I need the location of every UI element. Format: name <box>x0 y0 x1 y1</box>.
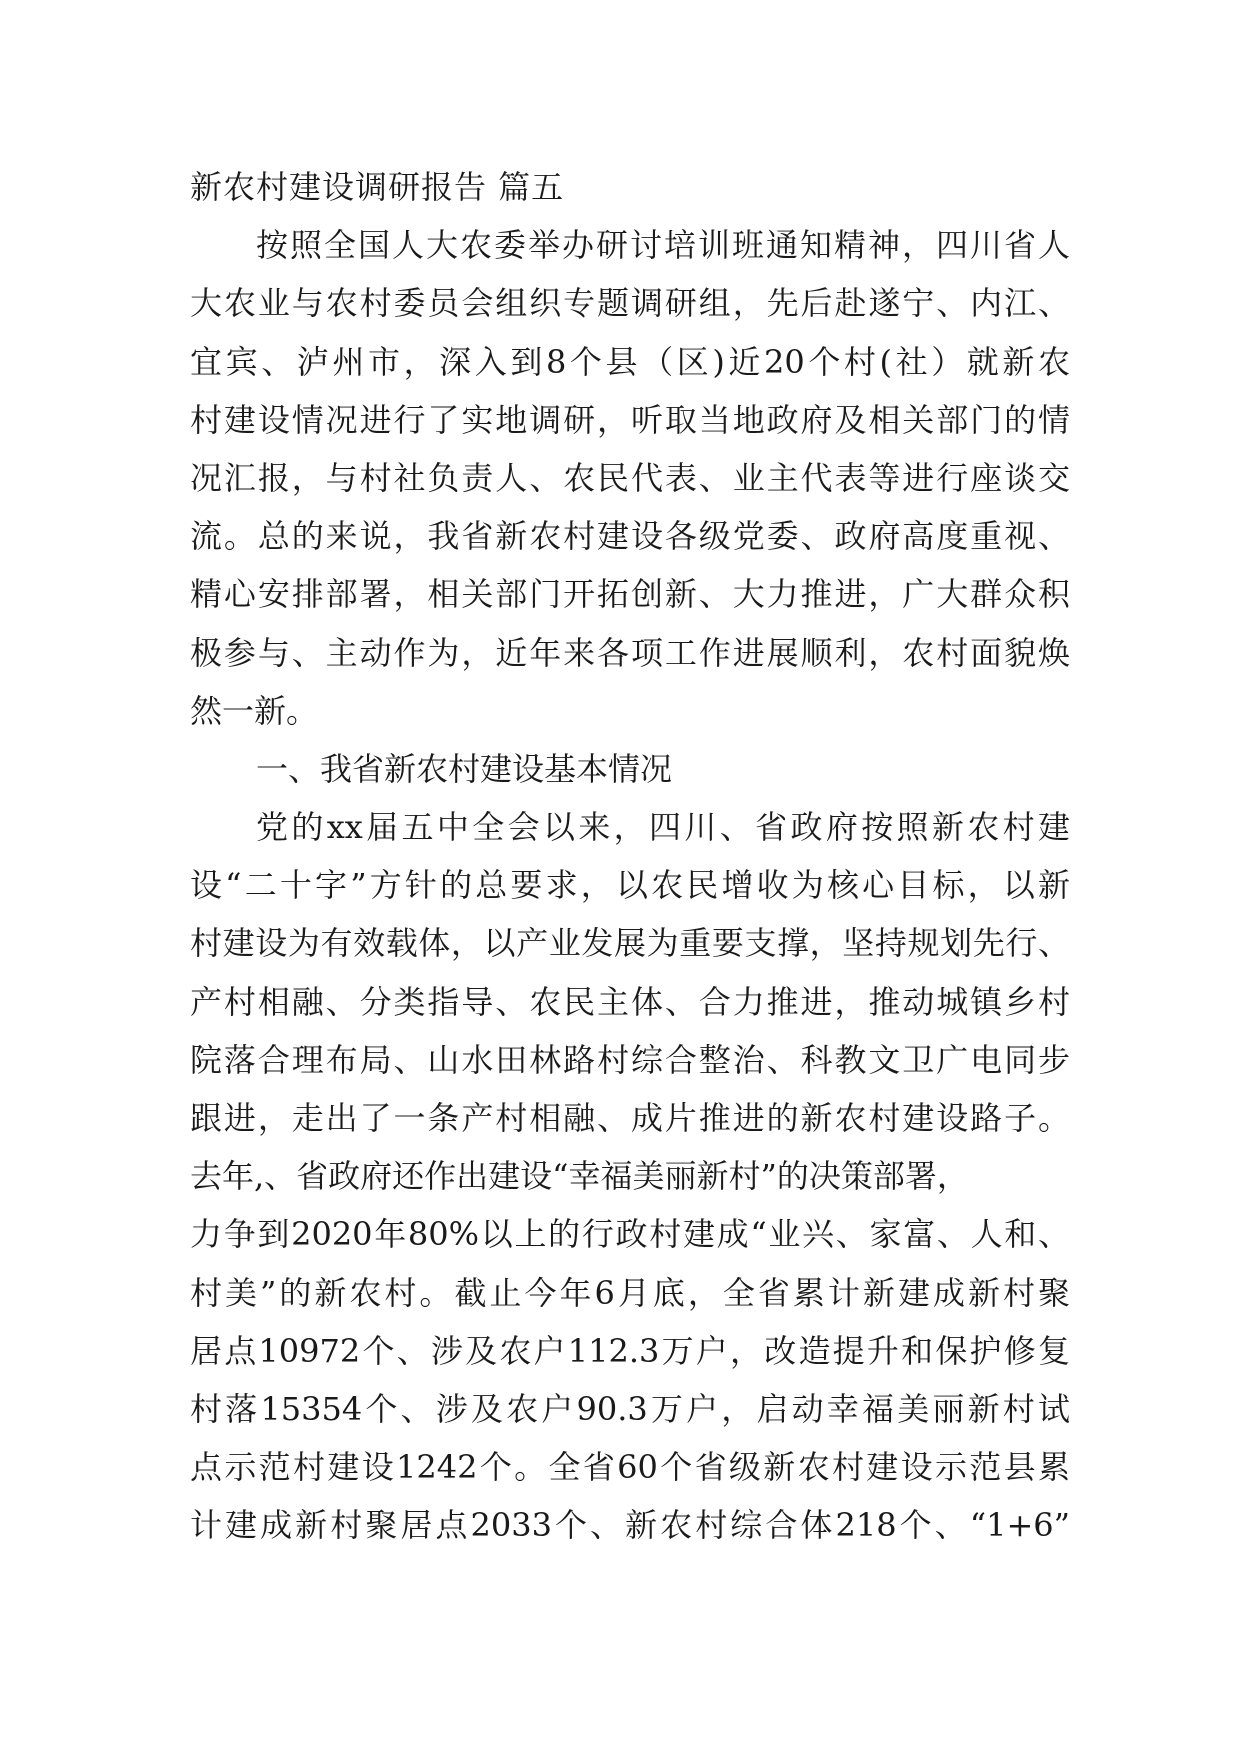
paragraph-line: 况汇报，与村社负责人、农民代表、业主代表等进行座谈交 <box>190 458 1070 497</box>
document-title: 新农村建设调研报告 篇五 <box>190 168 565 206</box>
paragraph-line: 党的xx届五中全会以来，四川、省政府按照新农村建 <box>256 808 1070 847</box>
section-heading: 一、我省新农村建设基本情况 <box>256 749 673 788</box>
paragraph-basic-situation <box>190 798 1070 1554</box>
paragraph-line: 产村相融、分类指导、农民主体、合力推进，推动城镇乡村 <box>190 982 1070 1021</box>
paragraph-line: 精心安排部署，相关部门开拓创新、大力推进，广大群众积 <box>190 575 1070 614</box>
paragraph-line: 村落15354个、涉及农户90.3万户，启动幸福美丽新村试 <box>190 1389 1070 1428</box>
paragraph-line: 宜宾、泸州市，深入到8个县（区)近20个村(社）就新农 <box>190 342 1070 381</box>
paragraph-intro <box>190 216 1070 740</box>
document-body <box>190 158 1070 1555</box>
paragraph-line: 大农业与农村委员会组织专题调研组，先后赴遂宁、内江、 <box>190 284 1070 323</box>
paragraph-line: 流。总的来说，我省新农村建设各级党委、政府高度重视、 <box>190 517 1070 556</box>
paragraph-line: 村美”的新农村。截止今年6月底，全省累计新建成新村聚 <box>190 1273 1070 1312</box>
paragraph-line: 计建成新村聚居点2033个、新农村综合体218个、“1+6” <box>190 1506 1070 1545</box>
paragraph-line: 力争到2020年80%以上的行政村建成“业兴、家富、人和、 <box>190 1215 1070 1254</box>
paragraph-line: 居点10972个、涉及农户112.3万户，改造提升和保护修复 <box>190 1331 1070 1370</box>
paragraph-line: 村建设为有效载体，以产业发展为重要支撑，坚持规划先行、 <box>190 924 1070 963</box>
paragraph-line: 去年,、省政府还作出建设“幸福美丽新村”的决策部署， <box>190 1157 969 1196</box>
paragraph-line: 点示范村建设1242个。全省60个省级新农村建设示范县累 <box>190 1448 1070 1487</box>
paragraph-line: 院落合理布局、山水田林路村综合整治、科教文卫广电同步 <box>190 1040 1070 1079</box>
paragraph-line: 跟进，走出了一条产村相融、成片推进的新农村建设路子。 <box>190 1099 1070 1137</box>
paragraph-line: 按照全国人大农委举办研讨培训班通知精神，四川省人 <box>256 226 1070 265</box>
paragraph-line: 设“二十字”方针的总要求，以农民增收为核心目标，以新 <box>190 866 1070 905</box>
paragraph-line: 然一新。 <box>190 691 319 730</box>
paragraph-line: 极参与、主动作为，近年来各项工作进展顺利，农村面貌焕 <box>190 633 1070 672</box>
paragraph-line: 村建设情况进行了实地调研，听取当地政府及相关部门的情 <box>190 400 1070 439</box>
